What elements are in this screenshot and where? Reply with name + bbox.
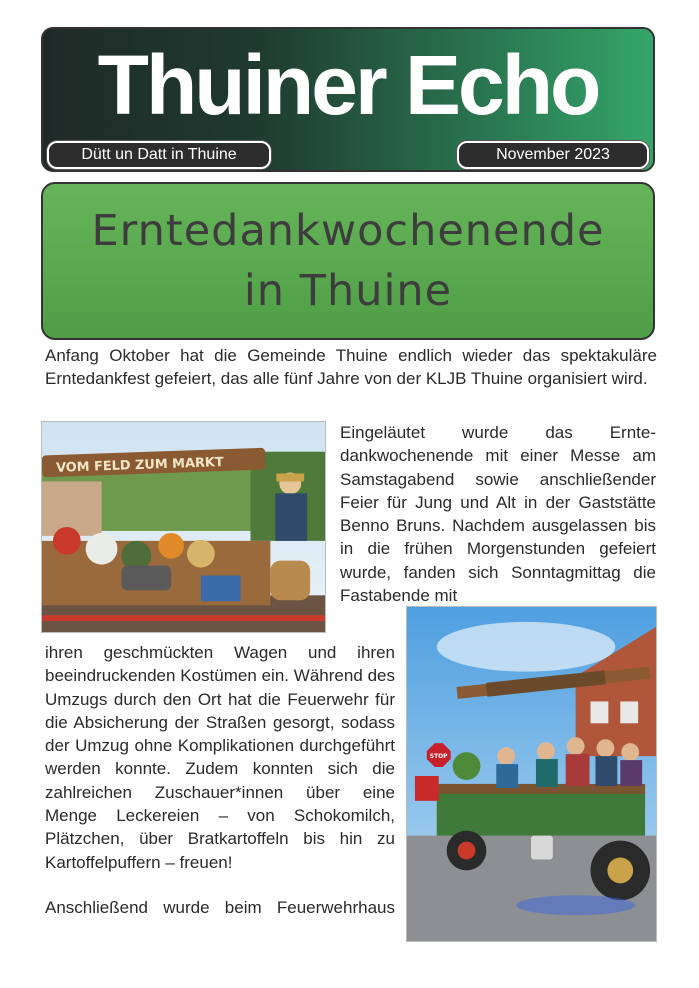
article-intro: Anfang Oktober hat die Gemeinde Thuine endlich wieder das spektakuläre Erntedankfest gefeiert, das alle fünf Jahre von der KLJB Thuine organisiert wird. <box>45 346 657 389</box>
headline-line-1: Erntedankwochenende <box>91 206 605 256</box>
harvest-market-image <box>42 422 325 632</box>
harvest-sign-text: VOM FELD ZUM MARKT <box>55 455 224 476</box>
masthead <box>41 27 655 172</box>
stop-sign-text: STOP <box>429 753 448 761</box>
article-closing-line: Anschließend wurde beim Feuerwehrhaus <box>45 898 395 917</box>
headline-banner <box>41 182 655 340</box>
article-headline <box>92 201 605 321</box>
article-column-right: Eingeläutet wurde das Ernte-dankwochenende mit einer Messe am Samstagabend sowie anschließender Feier für Jung und Alt in der Gaststätte Benno Bruns. Nachdem ausgelassen bis in die frühen Morgenstunden gefeiert wurde, fanden sich Sonntagmittag die Fastabende mit <box>340 423 656 606</box>
harvest-market-photo <box>41 421 326 633</box>
newspaper-title: Thuiner Echo <box>97 38 599 132</box>
parade-wagon-image <box>407 607 656 941</box>
issue-date-badge: November 2023 <box>457 141 649 169</box>
subtitle-badge: Dütt un Datt in Thuine <box>47 141 271 169</box>
parade-wagon-photo <box>406 606 657 942</box>
headline-line-2: in Thuine <box>243 266 453 316</box>
article-column-left: ihren geschmückten Wagen und ihren beeindruckenden Kostümen ein. Während des Umzugs durch den Ort hat die Feuerwehr für die Absicherung der Straßen gesorgt, sodass der Umzug ohne Komplikationen durchgeführt werden konnte. Zudem konnten sich die zahlreichen Zuschauer*innen über eine Menge Leckereien – von Schokomilch, Plätzchen, über Bratkartoffeln bis hin zu Kartoffelpuffern – freuen! <box>45 643 395 872</box>
